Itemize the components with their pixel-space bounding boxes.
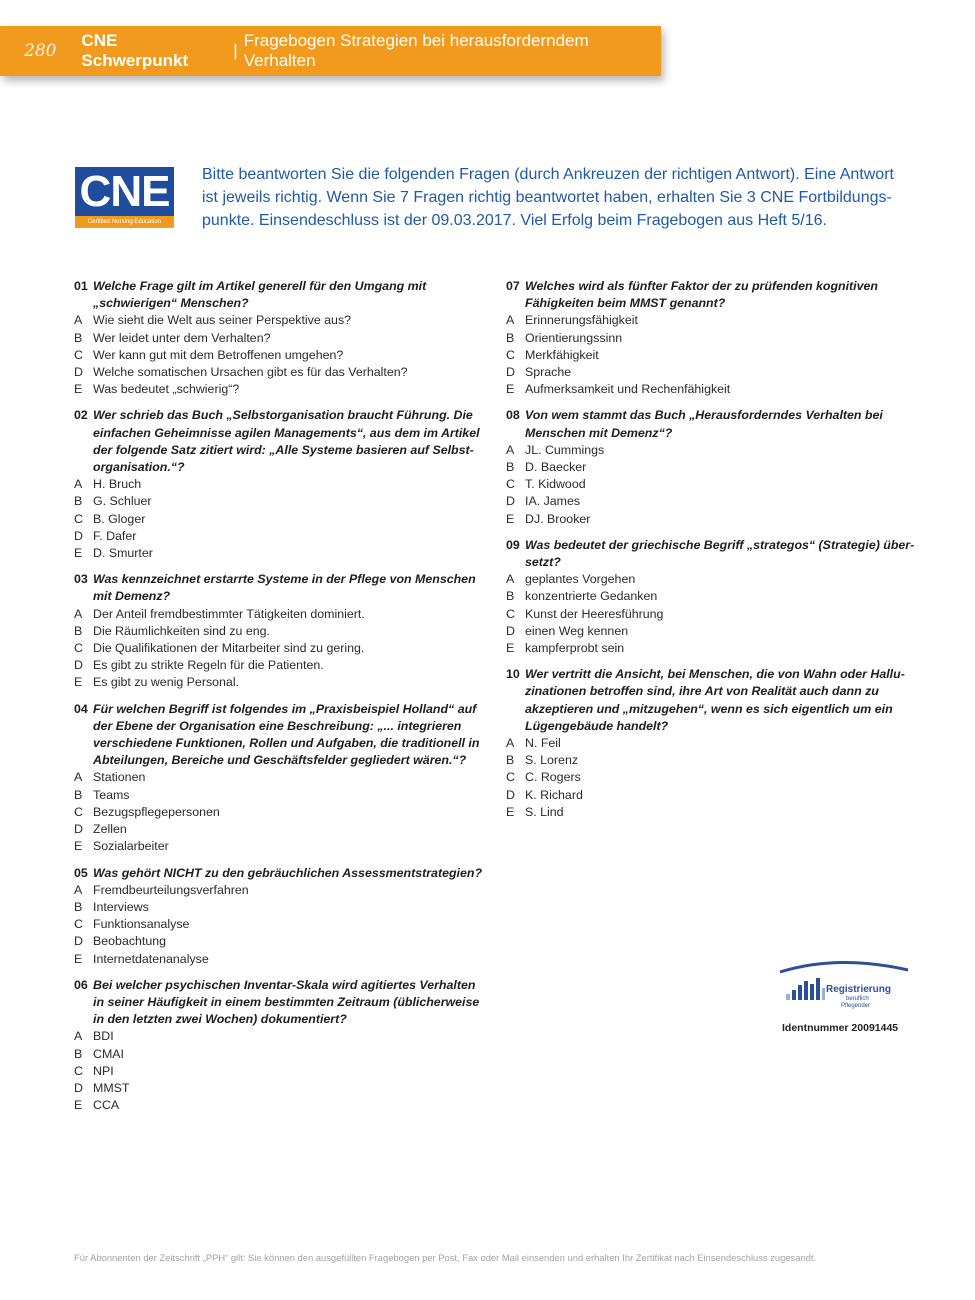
option-text: IA. James [525, 494, 581, 509]
question-number: 04 [74, 701, 88, 716]
registration-line1: beruflich [846, 996, 869, 1002]
option-text: kampferprobt sein [525, 641, 625, 656]
option-letter: D [74, 365, 83, 380]
section-title: CNE Schwerpunkt [81, 31, 189, 70]
option-letter: E [74, 1098, 83, 1113]
option-text: N. Feil [525, 736, 561, 751]
answer-option[interactable] [506, 442, 916, 459]
question-head [74, 865, 486, 882]
option-text: Sozialarbeiter [93, 839, 169, 854]
answer-option[interactable] [74, 838, 486, 855]
option-letter: A [506, 442, 515, 457]
cne-logo-tagline: Certified Nursing Education [75, 216, 174, 228]
option-letter: C [506, 770, 515, 785]
question-number: 08 [506, 408, 520, 423]
option-text: D. Baecker [525, 460, 587, 475]
option-text: Aufmerksamkeit und Rechenfähigkeit [525, 382, 731, 397]
option-text: Wer leidet unter dem Verhalten? [93, 330, 271, 345]
option-letter: B [506, 753, 515, 768]
question-number: 02 [74, 408, 88, 423]
answer-option[interactable] [74, 493, 486, 510]
option-text: Wer kann gut mit dem Betroffenen umgehen? [93, 347, 344, 362]
question-09 [506, 537, 916, 657]
answer-option[interactable] [74, 1046, 486, 1063]
cne-logo-text: CNE [79, 167, 170, 216]
option-letter: B [74, 1046, 83, 1061]
option-text: Stationen [93, 770, 146, 785]
question-head [506, 407, 916, 441]
answer-option[interactable] [74, 951, 486, 968]
option-text: Die Räumlichkeiten sind zu eng. [93, 623, 271, 638]
option-letter: A [74, 313, 83, 328]
answer-option[interactable] [74, 821, 486, 838]
option-letter: E [74, 839, 83, 854]
question-number: 10 [506, 667, 520, 682]
answer-option[interactable] [74, 882, 486, 899]
option-letter: C [506, 347, 515, 362]
answer-option[interactable] [506, 476, 916, 493]
question-04 [74, 701, 486, 856]
option-text: Kunst der Heeresführung [525, 606, 664, 621]
option-text: JL. Cummings [525, 442, 605, 457]
option-text: geplantes Vorgehen [525, 572, 636, 587]
question-01 [74, 278, 486, 398]
option-text: Was bedeutet „schwierig“? [93, 382, 240, 397]
option-letter: C [74, 804, 83, 819]
answer-option[interactable] [506, 364, 916, 381]
answer-option[interactable] [74, 804, 486, 821]
question-07 [506, 278, 916, 398]
question-text: Wer vertritt die Ansicht, bei Menschen, die von Wahn oder Halluzinationen betroffen sind, ihre Art von Realität auch dann zu akzeptieren und „mitzugehen“, wenn es sich eigentlich um ein Lügengebäude handelt? [525, 667, 905, 733]
question-06 [74, 977, 486, 1115]
option-text: Funktionsanalyse [93, 917, 190, 932]
option-text: konzentrierte Gedanken [525, 589, 658, 604]
question-text: Von wem stammt das Buch „Herausforderndes Verhalten bei Menschen mit Demenz“? [525, 408, 883, 440]
option-letter: C [506, 606, 515, 621]
answer-option[interactable] [74, 381, 486, 398]
option-text: C. Rogers [525, 770, 581, 785]
registration-line2: Pflegender [841, 1003, 871, 1009]
question-head [74, 977, 486, 1029]
option-letter: A [506, 572, 515, 587]
ident-number: Identnummer 20091445 [782, 1022, 899, 1034]
option-text: Der Anteil fremdbestimmter Tätigkeiten dominiert. [93, 606, 365, 621]
option-letter: B [506, 589, 515, 604]
option-text: S. Lorenz [525, 753, 579, 768]
option-letter: D [74, 1080, 83, 1095]
answer-option[interactable] [506, 571, 916, 588]
answer-option[interactable] [506, 752, 916, 769]
answer-option[interactable] [506, 606, 916, 623]
option-text: MMST [93, 1080, 130, 1095]
answer-option[interactable] [506, 330, 916, 347]
option-letter: B [506, 330, 515, 345]
question-text: Was kennzeichnet erstarrte Systeme in der Pflege von Menschen mit Demenz? [93, 572, 476, 604]
answer-option[interactable] [506, 381, 916, 398]
option-letter: A [506, 313, 515, 328]
option-letter: D [74, 658, 83, 673]
option-text: T. Kidwood [525, 477, 586, 492]
option-text: H. Bruch [93, 477, 142, 492]
option-letter: C [74, 917, 83, 932]
option-letter: C [506, 477, 515, 492]
question-05 [74, 865, 486, 968]
answer-option[interactable] [506, 787, 916, 804]
option-letter: B [74, 494, 83, 509]
question-text: Was gehört NICHT zu den gebräuchlichen Assessmentstrategien? [93, 865, 483, 880]
question-head [506, 666, 916, 735]
question-number: 03 [74, 572, 88, 587]
answer-option[interactable] [506, 769, 916, 786]
option-letter: C [74, 347, 83, 362]
question-head [74, 701, 486, 770]
option-letter: E [74, 546, 83, 561]
question-text: Bei welcher psychischen Inventar-Skala wird agitiertes Verhalten in seiner Häufigkeit in einem bestimmten Zeitraum (üblicherweise in den letzten zwei Wochen) dokumentiert? [93, 977, 480, 1027]
option-text: F. Dafer [93, 528, 137, 543]
option-text: Zellen [93, 822, 127, 837]
option-text: S. Lind [525, 804, 564, 819]
question-08 [506, 407, 916, 527]
option-letter: E [506, 641, 515, 656]
answer-option[interactable] [74, 623, 486, 640]
option-letter: D [74, 934, 83, 949]
answer-option[interactable] [506, 347, 916, 364]
question-head [506, 537, 916, 571]
option-letter: C [74, 641, 83, 656]
option-text: Es gibt zu wenig Personal. [93, 675, 240, 690]
option-text: Fremdbeurteilungsverfahren [93, 882, 249, 897]
option-letter: D [506, 494, 515, 509]
questions-left-column [74, 278, 486, 1123]
answer-option[interactable] [506, 459, 916, 476]
question-number: 09 [506, 537, 520, 552]
option-letter: D [506, 365, 515, 380]
header-subtitle: Fragebogen Strategien bei herausforderndem Verhalten [243, 31, 589, 70]
option-letter: A [506, 736, 515, 751]
option-letter: D [74, 822, 83, 837]
option-text: BDI [93, 1029, 114, 1044]
answer-option[interactable] [506, 623, 916, 640]
answer-option[interactable] [74, 606, 486, 623]
answer-option[interactable] [506, 735, 916, 752]
footer-note: Für Abonnenten der Zeitschrift „PPH“ gilt: Sie können den ausgefüllten Fragebogen per Post, Fax oder Mail einsenden und erhalten Ihr Zertifikat nach Einsendeschluss zugesandt. [74, 1252, 817, 1263]
option-text: Interviews [93, 899, 149, 914]
option-text: B. Gloger [93, 511, 146, 526]
question-03 [74, 571, 486, 691]
answer-option[interactable] [74, 545, 486, 562]
option-text: K. Richard [525, 787, 583, 802]
option-letter: A [74, 1029, 83, 1044]
answer-option[interactable] [506, 312, 916, 329]
question-text: Wer schrieb das Buch „Selbstorganisation braucht Führung. Die einfachen Geheimnisse agilen Managements“, aus dem im Artikel der folgende Satz zitiert wird: „Alle Systeme basieren auf Selbstorganisation.“? [93, 408, 480, 475]
answer-option[interactable] [506, 588, 916, 605]
answer-option[interactable] [74, 1063, 486, 1080]
option-text: Orientierungssinn [525, 330, 623, 345]
question-text: Welche Frage gilt im Artikel generell für den Umgang mit „schwierigen“ Menschen? [93, 279, 427, 311]
page-number: 280 [24, 41, 57, 61]
question-02 [74, 407, 486, 562]
answer-option[interactable] [74, 511, 486, 528]
answer-option[interactable] [506, 511, 916, 528]
answer-option[interactable] [506, 493, 916, 510]
option-letter: E [506, 804, 515, 819]
option-letter: D [506, 787, 515, 802]
answer-option[interactable] [74, 347, 486, 364]
question-head [506, 278, 916, 312]
option-letter: B [506, 460, 515, 475]
option-letter: E [506, 511, 515, 526]
question-10 [506, 666, 916, 821]
option-text: CCA [93, 1098, 120, 1113]
option-text: Internetdatenanalyse [93, 951, 209, 966]
answer-option[interactable] [74, 364, 486, 381]
option-text: Beobachtung [93, 934, 167, 949]
answer-option[interactable] [74, 657, 486, 674]
answer-option[interactable] [74, 916, 486, 933]
option-text: Die Qualifikationen der Mitarbeiter sind zu gering. [93, 641, 365, 656]
option-text: CMAI [93, 1046, 124, 1061]
registration-arc [780, 962, 908, 972]
option-text: einen Weg kennen [525, 623, 629, 638]
answer-option[interactable] [74, 933, 486, 950]
question-number: 07 [506, 279, 520, 293]
option-text: D. Smurter [93, 546, 153, 561]
option-letter: B [74, 787, 83, 802]
answer-option[interactable] [74, 787, 486, 804]
answer-option[interactable] [506, 640, 916, 657]
option-letter: B [74, 623, 83, 638]
option-text: Es gibt zu strikte Regeln für die Patienten. [93, 658, 324, 673]
answer-option[interactable] [74, 1080, 486, 1097]
answer-option[interactable] [74, 1097, 486, 1114]
answer-option[interactable] [74, 899, 486, 916]
option-letter: E [74, 382, 83, 397]
option-letter: A [74, 882, 83, 897]
option-letter: A [74, 606, 83, 621]
option-letter: B [74, 330, 83, 345]
answer-option[interactable] [74, 330, 486, 347]
option-text: Bezugspflegepersonen [93, 804, 220, 819]
option-text: Welche somatischen Ursachen gibt es für das Verhalten? [93, 365, 408, 380]
answer-option[interactable] [74, 476, 486, 493]
option-letter: A [74, 477, 83, 492]
answer-option[interactable] [74, 1028, 486, 1045]
question-text: Welches wird als fünfter Faktor der zu prüfenden kognitiven Fähigkeiten beim MMST genannt? [525, 279, 878, 311]
answer-option[interactable] [506, 804, 916, 821]
option-letter: E [74, 951, 83, 966]
option-text: DJ. Brooker [525, 511, 591, 526]
answer-option[interactable] [74, 674, 486, 691]
question-number: 01 [74, 279, 88, 293]
registration-title: Registrierung [826, 984, 892, 995]
option-letter: E [74, 675, 83, 690]
option-letter: E [506, 382, 515, 397]
answer-option[interactable] [74, 769, 486, 786]
questions-right-column [506, 278, 916, 830]
question-text: Für welchen Begriff ist folgendes im „Praxisbeispiel Holland“ auf der Ebene der Organisation eine Beschreibung: „... integrieren verschiedene Funktionen, Rollen und Aufgaben, die traditionell in Abteilungen, Bereiche und Geschäftsfelder gegliedert wären.“? [93, 701, 480, 768]
option-letter: C [74, 511, 83, 526]
option-letter: D [506, 623, 515, 638]
question-number: 05 [74, 865, 88, 880]
option-text: Merkfähigkeit [525, 347, 599, 362]
option-text: Sprache [525, 365, 572, 380]
registration-logo [778, 958, 910, 1012]
answer-option[interactable] [74, 528, 486, 545]
option-letter: D [74, 528, 83, 543]
question-head [74, 407, 486, 476]
question-head [74, 278, 486, 312]
registration-bars-icon [792, 978, 820, 1000]
header-band [0, 26, 661, 76]
option-text: Teams [93, 787, 130, 802]
question-head [74, 571, 486, 605]
cne-logo [75, 167, 174, 228]
option-text: Erinnerungsfähigkeit [525, 313, 638, 328]
option-letter: A [74, 770, 83, 785]
option-text: NPI [93, 1063, 114, 1078]
answer-option[interactable] [74, 640, 486, 657]
question-text: Was bedeutet der griechische Begriff „strategos“ (Strategie) übersetzt? [525, 537, 915, 570]
option-text: G. Schluer [93, 494, 152, 509]
option-letter: B [74, 899, 83, 914]
answer-option[interactable] [74, 312, 486, 329]
intro-text: Bitte beantworten Sie die folgenden Fragen (durch Ankreuzen der richtigen Antwort). Eine Antwort ist jeweils richtig. Wenn Sie 7 Fragen richtig beantwortet haben, erhalten Sie 3 CNE Fortbildungspunkte. Einsendeschluss ist der 09.03.2017. Viel Erfolg beim Fragebogen aus Heft 5/16. [202, 166, 894, 229]
option-letter: C [74, 1063, 83, 1078]
question-number: 06 [74, 977, 88, 992]
option-text: Wie sieht die Welt aus seiner Perspektive aus? [93, 313, 352, 328]
header-separator: | [233, 41, 238, 60]
